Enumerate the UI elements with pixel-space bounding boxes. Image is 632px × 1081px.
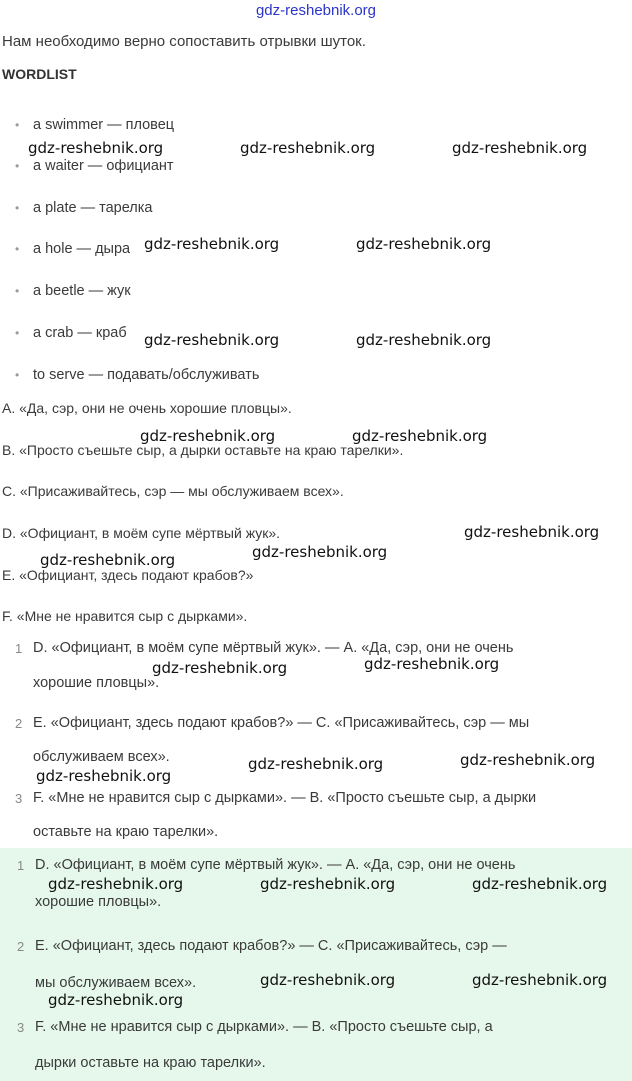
watermark-text: gdz-reshebnik.org [28,139,164,157]
answer-item-1 [17,858,24,874]
answer-line: E. «Официант, здесь подают крабов?» — C. «Присаживайтесь, сэр — [35,938,507,954]
watermark-text: gdz-reshebnik.org [364,655,500,673]
answer-line: E. «Официант, здесь подают крабов?» — C. «Присаживайтесь, сэр — мы [33,715,530,731]
watermark-text: gdz-reshebnik.org [452,139,588,157]
watermark-text: gdz-reshebnik.org [248,755,384,773]
option-e: E. «Официант, здесь подают крабов?» [2,567,254,583]
watermark-text: gdz-reshebnik.org [48,875,184,893]
site-header-link[interactable]: gdz-reshebnik.org [255,2,377,19]
answer-line: дырки оставьте на краю тарелки». [35,1055,266,1071]
wordlist-item-text: a plate — тарелка [33,200,153,216]
wordlist-item-text: to serve — подавать/обслуживать [33,367,260,383]
answer-item-3 [17,1020,24,1036]
wordlist-item-text: a waiter — официант [33,158,174,174]
answer-line: мы обслуживаем всех». [35,975,197,991]
option-a: A. «Да, сэр, они не очень хорошие пловцы». [2,400,292,416]
answer-line: обслуживаем всех». [33,749,170,765]
watermark-text: gdz-reshebnik.org [260,875,396,893]
answer-item-2 [15,716,22,732]
watermark-text: gdz-reshebnik.org [152,659,288,677]
option-d: D. «Официант, в моём супе мёртвый жук». [2,525,281,541]
watermark-text: gdz-reshebnik.org [40,551,176,569]
watermark-text: gdz-reshebnik.org [140,427,276,445]
answer-line: оставьте на краю тарелки». [33,824,219,840]
watermark-text: gdz-reshebnik.org [144,235,280,253]
answer-item-1 [15,641,22,657]
answer-line: хорошие пловцы». [33,675,160,691]
intro-text: Нам необходимо верно сопоставить отрывки шуток. [2,33,366,50]
wordlist-item: • a waiter — официант [15,158,174,174]
watermark-text: gdz-reshebnik.org [252,543,388,561]
answer-number: 2 [17,939,25,954]
wordlist-item: • a plate — тарелка [15,200,153,216]
answer-number: 1 [17,858,25,873]
wordlist-item: • to serve — подавать/обслуживать [15,367,260,383]
option-b: B. «Просто съешьте сыр, а дырки оставьте на краю тарелки». [2,442,404,458]
watermark-text: gdz-reshebnik.org [356,235,492,253]
answer-item-2 [17,939,24,955]
watermark-text: gdz-reshebnik.org [472,875,608,893]
wordlist-item: • a hole — дыра [15,241,131,257]
answer-number: 2 [15,716,23,731]
answer-line: хорошие пловцы». [35,894,162,910]
watermark-text: gdz-reshebnik.org [36,767,172,785]
watermark-text: gdz-reshebnik.org [464,523,600,541]
wordlist-item-text: a swimmer — пловец [33,117,175,133]
answer-line: D. «Официант, в моём супе мёртвый жук». — A. «Да, сэр, они не очень [35,857,516,873]
answer-line: D. «Официант, в моём супе мёртвый жук». — A. «Да, сэр, они не очень [33,640,514,656]
watermark-text: gdz-reshebnik.org [472,971,608,989]
wordlist-item: • a swimmer — пловец [15,117,175,133]
wordlist-item: • a beetle — жук [15,283,131,299]
watermark-text: gdz-reshebnik.org [48,991,184,1009]
answer-number: 3 [17,1020,25,1035]
answer-line: F. «Мне не нравится сыр с дырками». — B. «Просто съешьте сыр, а [35,1019,493,1035]
wordlist-title: WORDLIST [2,66,77,82]
wordlist-item-text: a hole — дыра [33,241,131,257]
wordlist-item-text: a beetle — жук [33,283,131,299]
watermark-text: gdz-reshebnik.org [352,427,488,445]
watermark-text: gdz-reshebnik.org [240,139,376,157]
watermark-text: gdz-reshebnik.org [144,331,280,349]
answer-number: 3 [15,791,23,806]
answer-item-3 [15,791,22,807]
option-f: F. «Мне не нравится сыр с дырками». [2,608,248,624]
watermark-text: gdz-reshebnik.org [356,331,492,349]
watermark-text: gdz-reshebnik.org [260,971,396,989]
watermark-text: gdz-reshebnik.org [460,751,596,769]
answer-line: F. «Мне не нравится сыр с дырками». — B. «Просто съешьте сыр, а дырки [33,790,537,806]
wordlist-item: • a crab — краб [15,325,127,341]
option-c: C. «Присаживайтесь, сэр — мы обслуживаем всех». [2,483,344,499]
wordlist-item-text: a crab — краб [33,325,127,341]
answer-number: 1 [15,641,23,656]
